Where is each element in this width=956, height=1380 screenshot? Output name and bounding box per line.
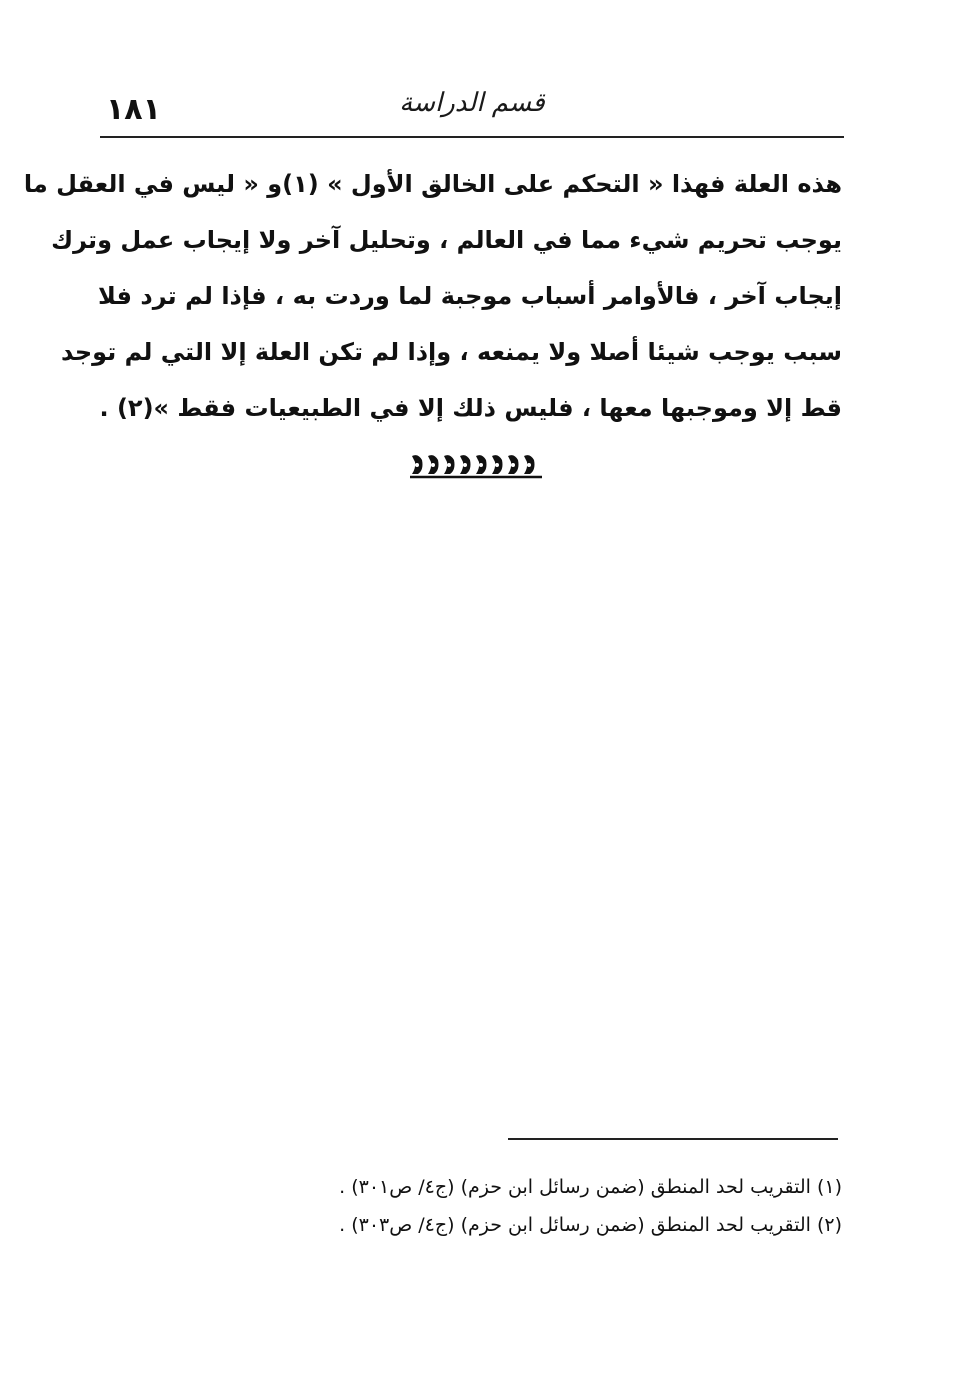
body-line: قط إلا وموجبها معها ، فليس ذلك إلا في الطبيعيات فقط »(٢) . (99, 394, 842, 422)
footnote-divider (508, 1138, 838, 1140)
body-line: سبب يوجب شيئا أصلا ولا يمنعه ، وإذا لم تكن العلة إلا التي لم توجد (61, 338, 842, 366)
footnote-2: (٢) التقريب لحد المنطق (ضمن رسائل ابن حزم) (ج٤/ ص٣٠٣) . (339, 1214, 842, 1236)
body-line: إيجاب آخر ، فالأوامر أسباب موجبة لما وردت به ، فإذا لم ترد فلا (98, 282, 842, 310)
section-end-ornament (408, 450, 544, 480)
page-number: ١٨١ (106, 92, 161, 127)
header-divider (100, 136, 844, 138)
body-paragraph (23, 156, 842, 436)
footnotes (260, 1168, 842, 1244)
footnote-1: (١) التقريب لحد المنطق (ضمن رسائل ابن حزم) (ج٤/ ص٣٠١) . (339, 1176, 842, 1198)
page-header (100, 72, 844, 136)
body-line: هذه العلة فهذا « التحكم على الخالق الأول » (١)و « ليس في العقل ما (23, 170, 842, 198)
body-line: يوجب تحريم شيء مما في العالم ، وتحليل آخر ولا إيجاب عمل وترك (51, 226, 842, 254)
running-title: قسم الدراسة (399, 88, 545, 118)
